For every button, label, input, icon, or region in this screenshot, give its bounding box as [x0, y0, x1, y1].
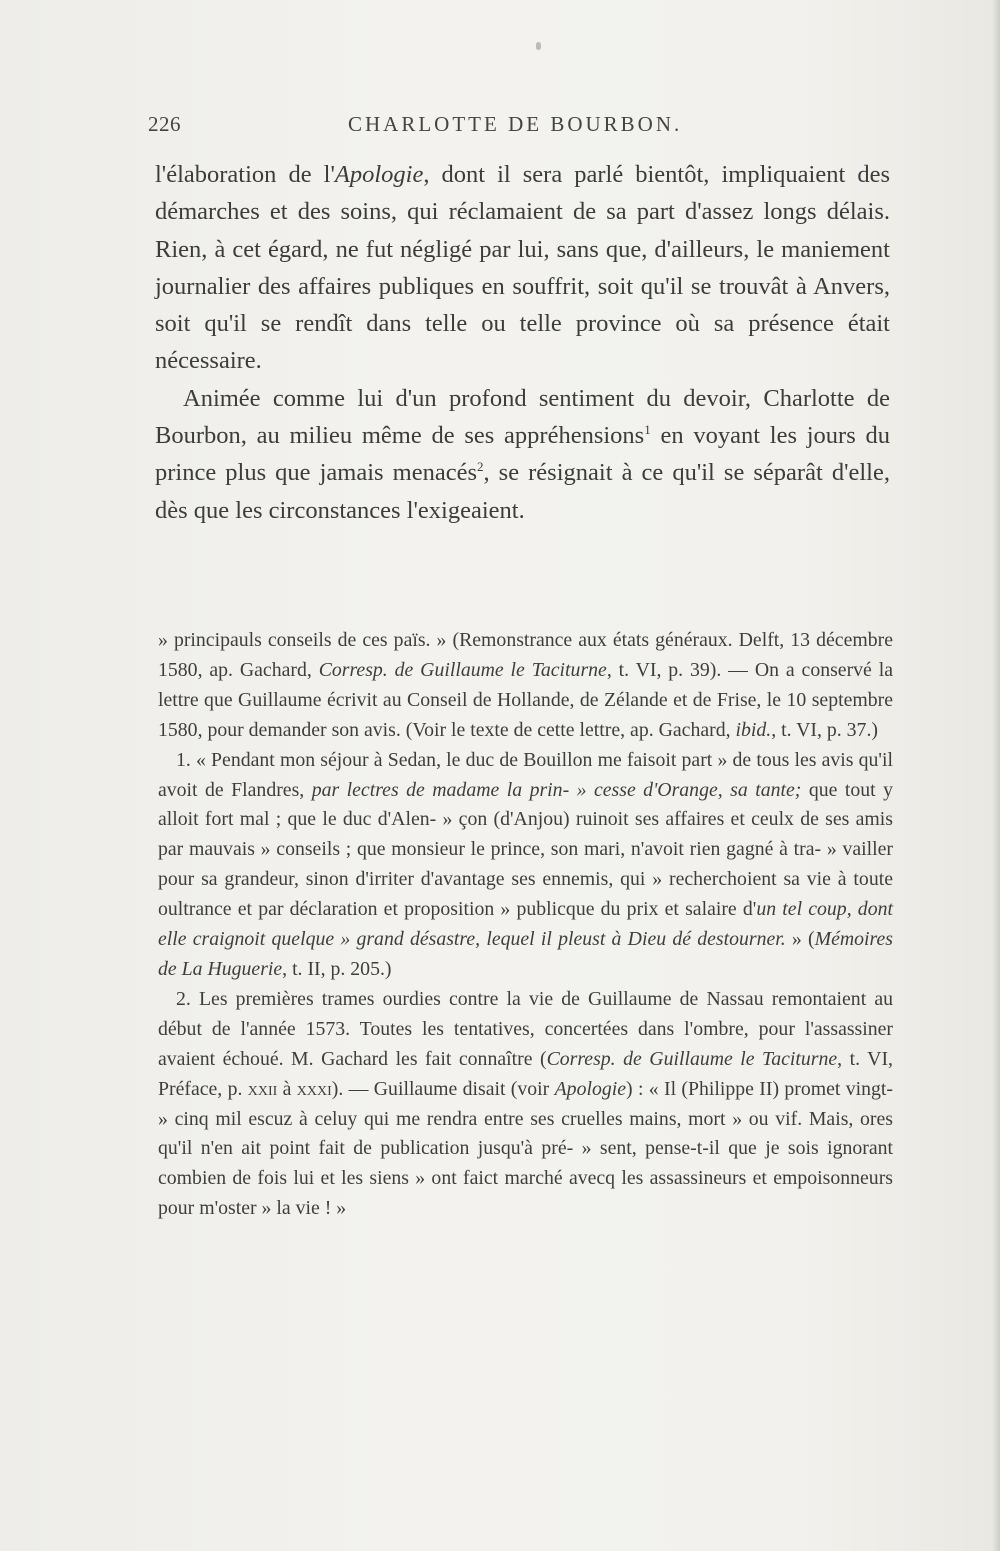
text-run: ) : « Il (Philippe II) promet vingt- » cinq mil escuz à celuy qui me rendra entre ses cruelles mains, mort » ou vif. Mais, ores qu'il n'en ait point fait de publication jusqu'à pré- » sent, pense-t-il que je sois ignorant combien de fois lui et les siens » ont faict marché avecq les assassineurs et empoisonneurs pour m'oster » la vie ! » — [158, 1077, 894, 1220]
italic-text: un tel coup, dont elle craignoit quelque » grand désastre, lequel il pleust à Dieu dé destourner. — [158, 898, 893, 951]
footnote-ref-2: 2 — [476, 459, 484, 475]
italic-title: Corresp. de Guillaume le Taciturne — [546, 1047, 838, 1070]
footnote-1 — [158, 746, 893, 985]
text-run: 1. « Pendant mon séjour à Sedan, le duc de Bouillon me faisoit part » de tous les avis qu'il avoit de Flandres, — [158, 748, 893, 801]
text-run: , t. II, p. 205.) — [282, 957, 392, 980]
footnote-ref-1: 1 — [644, 422, 651, 438]
text-run: , t. VI, Préface, p. — [158, 1047, 893, 1100]
page-edge-shadow — [992, 0, 1000, 1551]
text-run: , t. VI, p. 39). — On a conservé la lettre que Guillaume écrivit au Conseil de Hollande, de Zélande et de Frise, le 10 septembre 1580, pour demander son avis. (Voir le texte de cette lettre, ap. Gachard, — [158, 658, 893, 741]
text-run: ). — Guillaume disait (voir — [331, 1077, 555, 1100]
italic-title: Mémoires de La Huguerie — [158, 928, 893, 980]
italic-title: Apologie — [334, 161, 424, 188]
text-run: , t. VI, p. 37.) — [771, 718, 878, 741]
page-number: 226 — [148, 112, 181, 136]
text-run: en voyant les jours du prince plus que jamais menacés — [155, 422, 890, 487]
footnotes — [158, 626, 893, 1224]
footnote-continued — [158, 626, 893, 746]
text-run: » principauls conseils de ces païs. » (Remonstrance aux états généraux. Delft, 13 décembre 1580, ap. Gachard, — [158, 629, 893, 681]
text-run: , se résignait à ce qu'il se séparât d'elle, dès que les circonstances l'exigeaient. — [155, 459, 890, 524]
italic-text: ibid. — [735, 718, 772, 741]
paragraph-1 — [155, 156, 890, 380]
page-header — [148, 112, 900, 142]
text-run: que tout y alloit fort mal ; que le duc d'Alen- » çon (d'Anjou) ruinoit ses affaires et ceulx de ses amis par mauvais » conseils ; que monsieur le prince, son mari, n'avoit rien gagné à tra- » vailler pour sa grandeur, sinon d'irriter d'avantage ses ennemis, qui » recherchoient sa vie à toute oultrance et par déclaration et proposition » publicque du prix et salaire d' — [158, 778, 893, 921]
running-head: CHARLOTTE DE BOURBON. — [348, 112, 683, 136]
italic-text: par lectres de madame la prin- » cesse d'Orange, sa tante; — [311, 778, 802, 801]
text-run: Animée comme lui d'un profond sentiment du devoir, Charlotte de Bourbon, au milieu même de ses appréhensions — [155, 384, 890, 450]
italic-title: Corresp. de Guillaume le Taciturne — [318, 658, 607, 681]
paragraph-2 — [155, 380, 890, 529]
italic-title: Apologie — [554, 1077, 627, 1100]
paper-speck — [536, 42, 541, 50]
roman-numeral: xxxi — [296, 1077, 332, 1100]
text-run: l'élaboration de l' — [155, 161, 335, 188]
roman-numeral: xxii — [247, 1077, 278, 1100]
text-run: , dont il sera parlé bientôt, impliquaient des démarches et des soins, qui réclamaient de sa part d'assez longs délais. Rien, à cet égard, ne fut négligé par lui, sans que, d'ailleurs, le maniement journalier des affaires publiques en souffrit, soit qu'il se trouvât à Anvers, soit qu'il se rendît dans telle ou telle province où sa présence était nécessaire. — [155, 161, 890, 375]
main-text — [155, 156, 890, 529]
text-run: 2. Les premières trames ourdies contre la vie de Guillaume de Nassau remontaient au début de l'année 1573. Toutes les tentatives, concertées dans l'ombre, pour l'assassiner avaient échoué. M. Gachard les fait connaître ( — [158, 987, 893, 1070]
text-run: à — [277, 1077, 297, 1100]
text-run: » ( — [785, 928, 815, 951]
footnote-2 — [158, 985, 893, 1224]
